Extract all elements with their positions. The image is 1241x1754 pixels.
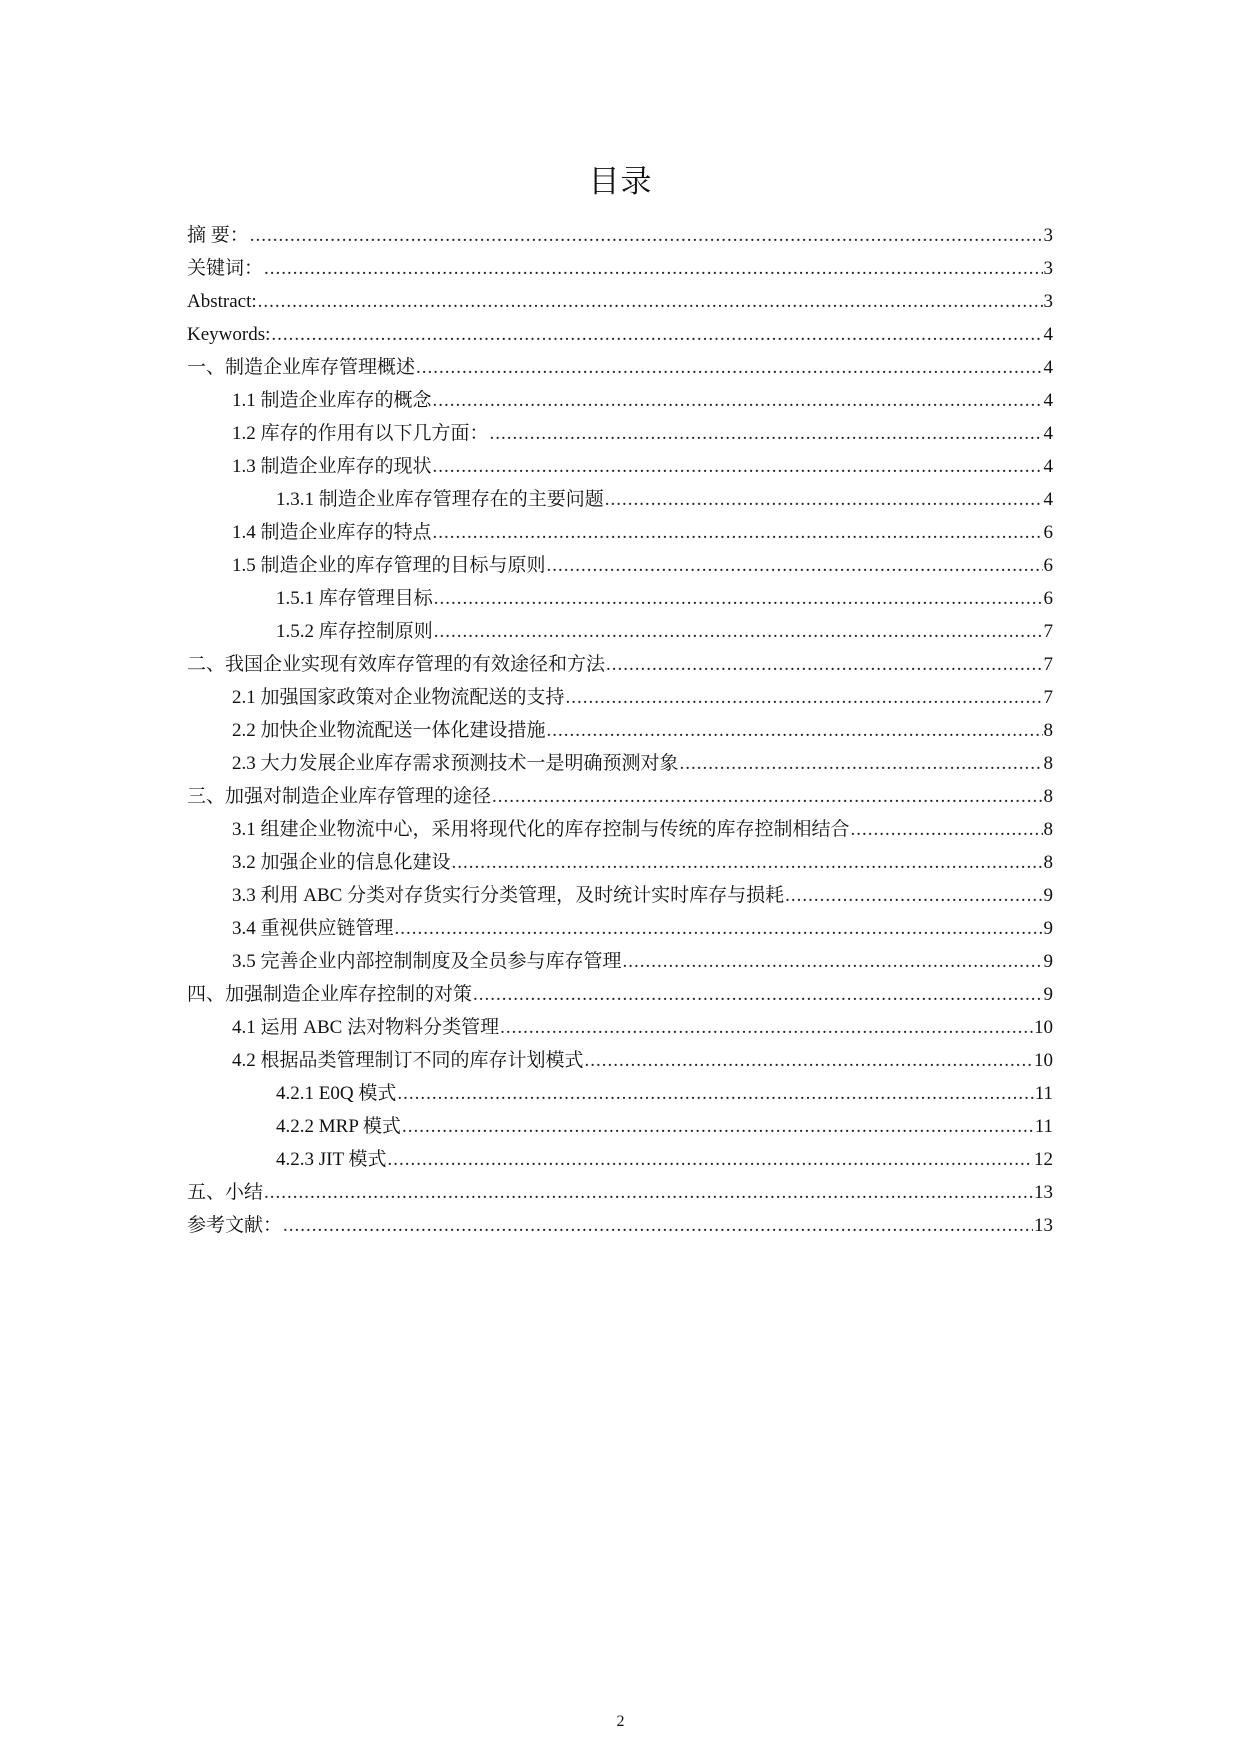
toc-entry-title: 参考文献： bbox=[187, 1215, 283, 1236]
toc-entry-title: 四、加强制造企业库存控制的对策 bbox=[187, 984, 473, 1005]
toc-entry-page: 8 bbox=[1043, 819, 1053, 840]
toc-entry-page: 7 bbox=[1043, 621, 1053, 642]
toc-entry-page: 4 bbox=[1043, 489, 1053, 510]
toc-entry-page: 8 bbox=[1043, 786, 1053, 807]
toc-entry[interactable] bbox=[187, 1011, 1053, 1044]
toc-entry-page: 4 bbox=[1043, 423, 1053, 444]
toc-dot-leader bbox=[490, 417, 1043, 450]
toc-entry-title: 1.1 制造企业库存的概念 bbox=[232, 390, 432, 411]
toc-entry[interactable] bbox=[187, 846, 1053, 879]
toc-entry[interactable] bbox=[187, 483, 1053, 516]
toc-entry[interactable] bbox=[187, 879, 1053, 912]
toc-entry[interactable] bbox=[187, 318, 1053, 351]
toc-entry[interactable] bbox=[187, 252, 1053, 285]
toc-entry-page: 13 bbox=[1034, 1215, 1053, 1236]
toc-entry[interactable] bbox=[187, 450, 1053, 483]
toc-dot-leader bbox=[785, 879, 1042, 912]
toc-dot-leader bbox=[606, 648, 1042, 681]
toc-dot-leader bbox=[433, 516, 1043, 549]
toc-entry-title: 3.1 组建企业物流中心，采用将现代化的库存控制与传统的库存控制相结合 bbox=[232, 819, 850, 840]
toc-entry-page: 4 bbox=[1043, 324, 1053, 345]
toc-dot-leader bbox=[492, 780, 1042, 813]
toc-entry[interactable] bbox=[187, 780, 1053, 813]
toc-entry-page: 13 bbox=[1034, 1182, 1053, 1203]
toc-entry[interactable] bbox=[187, 582, 1053, 615]
toc-dot-leader bbox=[851, 813, 1043, 846]
toc-entry-title: 4.1 运用 ABC 法对物料分类管理 bbox=[232, 1017, 500, 1038]
toc-entry-title: 1.3.1 制造企业库存管理存在的主要问题 bbox=[276, 489, 604, 510]
toc-entry[interactable] bbox=[187, 1044, 1053, 1077]
toc-entry-page: 8 bbox=[1043, 720, 1053, 741]
toc-entry-page: 8 bbox=[1043, 852, 1053, 873]
toc-entry-page: 9 bbox=[1043, 885, 1053, 906]
toc-entry-page: 3 bbox=[1043, 225, 1053, 246]
toc-entry-title: 三、加强对制造企业库存管理的途径 bbox=[187, 786, 492, 807]
toc-entry-page: 7 bbox=[1043, 687, 1053, 708]
toc-dot-leader bbox=[473, 978, 1042, 1011]
toc-entry-title: 1.3 制造企业库存的现状 bbox=[232, 456, 432, 477]
toc-dot-leader bbox=[402, 1110, 1034, 1143]
toc-entry[interactable] bbox=[187, 648, 1053, 681]
toc-dot-leader bbox=[250, 219, 1043, 252]
toc-entry[interactable] bbox=[187, 714, 1053, 747]
toc-dot-leader bbox=[585, 1044, 1033, 1077]
toc-entry[interactable] bbox=[187, 384, 1053, 417]
toc-dot-leader bbox=[433, 450, 1043, 483]
toc-entry-page: 6 bbox=[1043, 522, 1053, 543]
toc-entry-title: Abstract: bbox=[187, 291, 257, 312]
toc-entry-page: 7 bbox=[1043, 654, 1053, 675]
toc-entry-page: 9 bbox=[1043, 918, 1053, 939]
toc-entry-page: 9 bbox=[1043, 984, 1053, 1005]
toc-entry-page: 11 bbox=[1034, 1083, 1053, 1104]
toc-entry[interactable] bbox=[187, 417, 1053, 450]
toc-dot-leader bbox=[387, 1143, 1033, 1176]
toc-entry-title: 一、制造企业库存管理概述 bbox=[187, 357, 416, 378]
toc-entry-page: 4 bbox=[1043, 390, 1053, 411]
toc-entry-page: 12 bbox=[1034, 1149, 1053, 1170]
toc-dot-leader bbox=[623, 945, 1043, 978]
toc-dot-leader bbox=[395, 912, 1043, 945]
toc-dot-leader bbox=[434, 582, 1043, 615]
toc-dot-leader bbox=[605, 483, 1043, 516]
toc-entry-page: 6 bbox=[1043, 555, 1053, 576]
toc-dot-leader bbox=[547, 714, 1043, 747]
toc-entry-title: 五、小结 bbox=[187, 1182, 264, 1203]
toc-entry-title: 4.2.2 MRP 模式 bbox=[276, 1116, 401, 1137]
toc-entry[interactable] bbox=[187, 813, 1053, 846]
toc-entry[interactable] bbox=[187, 912, 1053, 945]
toc-entry-title: 4.2 根据品类管理制订不同的库存计划模式 bbox=[232, 1050, 584, 1071]
toc-dot-leader bbox=[416, 351, 1042, 384]
toc-entry-page: 4 bbox=[1043, 456, 1053, 477]
toc-entry[interactable] bbox=[187, 285, 1053, 318]
toc-entry[interactable] bbox=[187, 747, 1053, 780]
toc-entry-page: 6 bbox=[1043, 588, 1053, 609]
toc-entry-title: 1.5 制造企业的库存管理的目标与原则 bbox=[232, 555, 546, 576]
toc-dot-leader bbox=[264, 1176, 1033, 1209]
toc-title: 目录 bbox=[588, 164, 653, 200]
toc-entry-page: 11 bbox=[1034, 1116, 1053, 1137]
toc-entry[interactable] bbox=[187, 945, 1053, 978]
toc-entry-title: 3.2 加强企业的信息化建设 bbox=[232, 852, 451, 873]
toc-entry-title: 1.4 制造企业库存的特点 bbox=[232, 522, 432, 543]
toc-entry[interactable] bbox=[187, 1209, 1053, 1242]
toc-dot-leader bbox=[452, 846, 1043, 879]
toc-entry-title: 1.5.2 库存控制原则 bbox=[276, 621, 433, 642]
toc-dot-leader bbox=[271, 318, 1042, 351]
toc-entry-title: 3.3 利用 ABC 分类对存货实行分类管理，及时统计实时库存与损耗 bbox=[232, 885, 785, 906]
toc-entry-title: 2.1 加强国家政策对企业物流配送的支持 bbox=[232, 687, 565, 708]
toc-dot-leader bbox=[283, 1209, 1033, 1242]
toc-entry-title: 1.5.1 库存管理目标 bbox=[276, 588, 433, 609]
toc-entry[interactable] bbox=[187, 1077, 1053, 1110]
toc-dot-leader bbox=[500, 1011, 1033, 1044]
toc-entry[interactable] bbox=[187, 1110, 1053, 1143]
toc-entry[interactable] bbox=[187, 615, 1053, 648]
toc-entry-title: 2.2 加快企业物流配送一体化建设措施 bbox=[232, 720, 546, 741]
toc-entry[interactable] bbox=[187, 549, 1053, 582]
toc-entry-page: 4 bbox=[1043, 357, 1053, 378]
toc-entry[interactable] bbox=[187, 1143, 1053, 1176]
toc-entry-title: 3.5 完善企业内部控制制度及全员参与库存管理 bbox=[232, 951, 622, 972]
toc-entry-title: 4.2.3 JIT 模式 bbox=[276, 1149, 387, 1170]
toc-entry[interactable] bbox=[187, 516, 1053, 549]
toc-entry-page: 10 bbox=[1034, 1050, 1053, 1071]
toc-entry-title: 3.4 重视供应链管理 bbox=[232, 918, 394, 939]
toc-entry[interactable] bbox=[187, 351, 1053, 384]
toc-dot-leader bbox=[397, 1077, 1033, 1110]
toc-entry[interactable] bbox=[187, 219, 1053, 252]
toc-dot-leader bbox=[680, 747, 1043, 780]
toc-dot-leader bbox=[433, 384, 1043, 417]
toc-entry-title: 2.3 大力发展企业库存需求预测技术一是明确预测对象 bbox=[232, 753, 679, 774]
toc-dot-leader bbox=[566, 681, 1043, 714]
toc-dot-leader bbox=[264, 252, 1042, 285]
toc-entry[interactable] bbox=[187, 681, 1053, 714]
toc-entry-page: 9 bbox=[1043, 951, 1053, 972]
toc-entry-page: 3 bbox=[1043, 258, 1053, 279]
toc-entry-title: 1.2 库存的作用有以下几方面： bbox=[232, 423, 489, 444]
toc-entry-page: 10 bbox=[1034, 1017, 1053, 1038]
table-of-contents bbox=[187, 219, 1053, 1242]
toc-entry[interactable] bbox=[187, 978, 1053, 1011]
toc-entry-title: 摘 要： bbox=[187, 225, 249, 246]
toc-entry-title: 二、我国企业实现有效库存管理的有效途径和方法 bbox=[187, 654, 606, 675]
toc-entry-title: Keywords: bbox=[187, 324, 271, 345]
toc-entry[interactable] bbox=[187, 1176, 1053, 1209]
toc-entry-page: 3 bbox=[1043, 291, 1053, 312]
toc-entry-title: 关键词： bbox=[187, 258, 264, 279]
toc-dot-leader bbox=[258, 285, 1043, 318]
toc-entry-title: 4.2.1 E0Q 模式 bbox=[276, 1083, 397, 1104]
page-number: 2 bbox=[616, 1713, 625, 1730]
toc-dot-leader bbox=[547, 549, 1043, 582]
toc-dot-leader bbox=[434, 615, 1043, 648]
toc-entry-page: 8 bbox=[1043, 753, 1053, 774]
